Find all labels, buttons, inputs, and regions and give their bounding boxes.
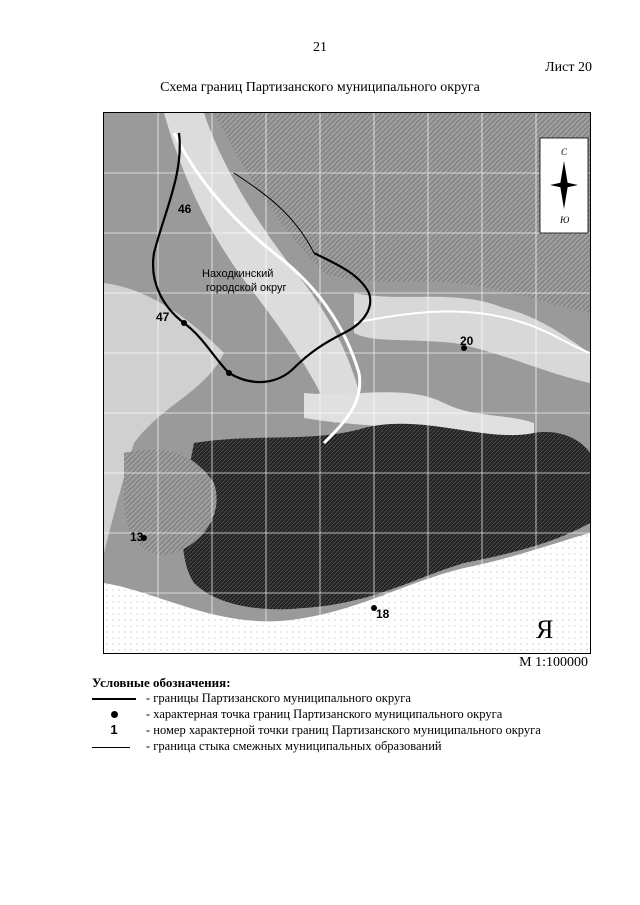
compass-north-label: С [561, 147, 568, 157]
boundary-point [226, 370, 232, 376]
point-number-18: 18 [376, 607, 390, 621]
place-label-line2: городской округ [206, 282, 287, 294]
point-number-47: 47 [156, 310, 170, 324]
point-number-20: 20 [460, 334, 474, 348]
page-number: 21 [313, 40, 327, 55]
sheet-label: Лист 20 [545, 60, 592, 75]
boundary-point [181, 320, 187, 326]
legend-text: - характерная точка границ Партизанского муниципального округа [146, 707, 503, 721]
legend-text: - номер характерной точки границ Партизанского муниципального округа [146, 723, 541, 737]
legend-number: 1 [110, 722, 118, 737]
point-number-46: 46 [178, 202, 192, 216]
legend-symbol-number [92, 723, 136, 739]
legend-text: - граница стыка смежных муниципальных образований [146, 739, 442, 753]
place-label-line1: Находкинский [202, 268, 274, 280]
legend-item-boundary [92, 691, 612, 707]
document-title: Схема границ Партизанского муниципального округа [160, 80, 480, 95]
sea-letter: Я [536, 615, 554, 644]
map-scale: М 1:100000 [519, 655, 588, 670]
legend-symbol-dot [92, 707, 136, 723]
legend-symbol-thick-line [92, 691, 136, 707]
point-number-13: 13 [130, 530, 144, 544]
legend-symbol-thin-line [92, 739, 136, 755]
compass-south-label: Ю [560, 215, 570, 225]
legend-text: - границы Партизанского муниципального округа [146, 691, 411, 705]
legend-item-point-number [92, 723, 612, 739]
legend-item-point [92, 707, 612, 723]
legend-item-adjacent-boundary [92, 739, 612, 755]
compass-rose [540, 138, 588, 233]
legend-title: Условные обозначения: [92, 675, 231, 690]
boundary-map [103, 112, 591, 654]
